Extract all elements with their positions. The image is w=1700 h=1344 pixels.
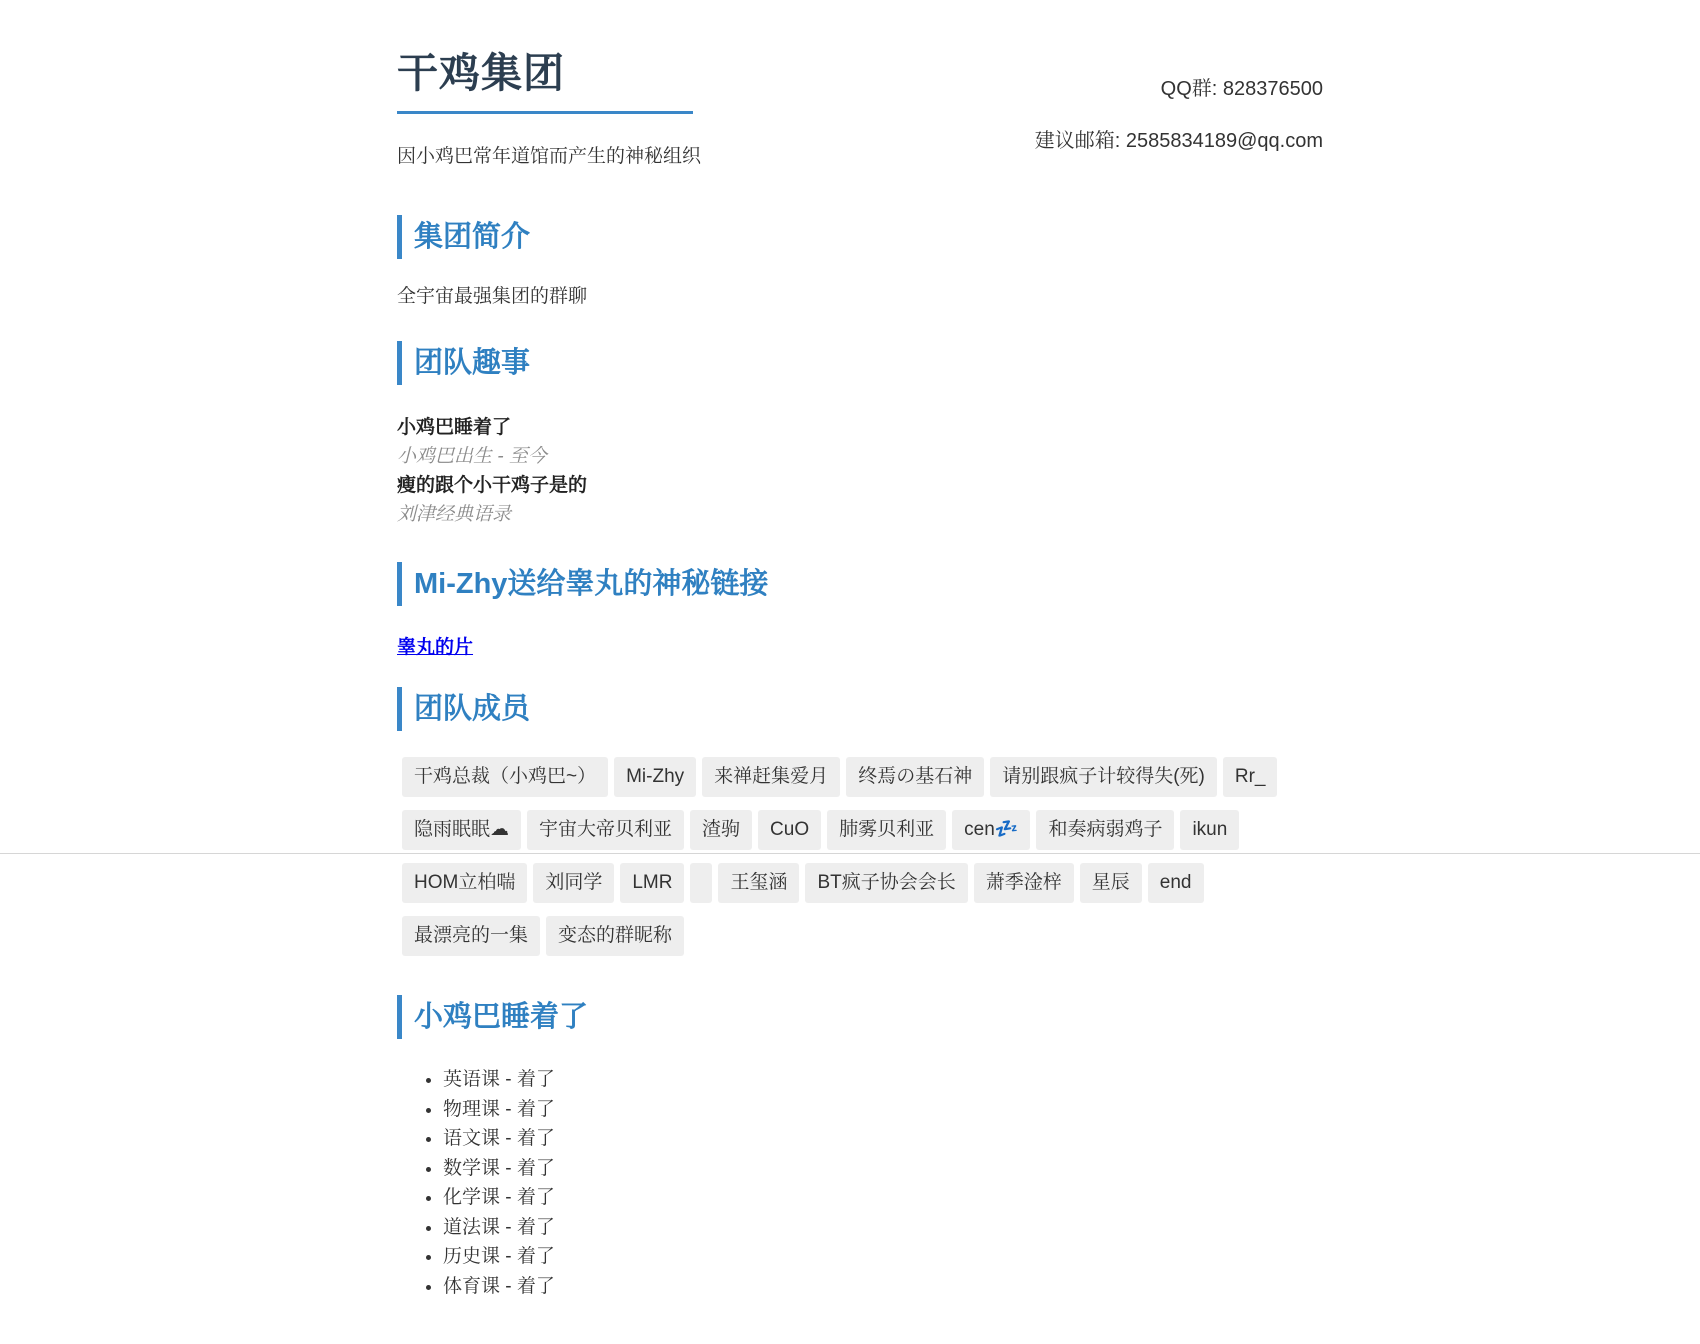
list-item: • 数学课 - 着了 [443,1154,1323,1184]
story-meta: 小鸡巴出生 - 至今 [397,446,547,467]
secret-link-heading: Mi-Zhy送给睾丸的神秘链接 [397,562,1323,606]
intro-heading: 集团简介 [397,215,1323,259]
course-list [397,1065,1323,1301]
story-meta: 刘津经典语录 [397,504,512,525]
member-tag: 宇宙大帝贝利亚 [527,810,684,850]
member-tag: 肺雾贝利亚 [827,810,946,850]
member-tag: ikun [1180,810,1239,850]
member-tag: cen💤 [952,810,1030,850]
qq-group: QQ群: 828376500 [1160,78,1323,100]
sleeping-section [397,995,1323,1301]
member-tag-empty [690,863,712,903]
member-tag: HOM立柏喘 [402,863,527,903]
site-tagline: 因小鸡巴常年道馆而产生的神秘组织 [397,146,702,168]
member-tag: Mi-Zhy [614,757,696,797]
member-tag: 和奏病弱鸡子 [1036,810,1174,850]
member-tag: 隐雨眠眠☁ [402,810,521,850]
secret-link[interactable]: 睾丸的片 [397,637,474,658]
stories-heading: 团队趣事 [397,341,1323,385]
member-tag: end [1148,863,1204,903]
list-item: • 体育课 - 着了 [443,1272,1323,1302]
brand-block [397,50,701,168]
member-tag: 萧季淦梓 [974,863,1074,903]
list-item: • 语文课 - 着了 [443,1124,1323,1154]
sleeping-heading: 小鸡巴睡着了 [397,995,1323,1039]
members-heading: 团队成员 [397,687,1323,731]
story-title: 瘦的跟个小干鸡子是的 [397,475,588,496]
member-tag: 终焉の基石神 [846,757,984,797]
page-container [397,0,1323,1301]
member-tag: 王玺涵 [718,863,799,903]
story-item [397,413,1323,471]
member-tag: 干鸡总裁（小鸡巴~） [402,757,608,797]
member-tag: 星辰 [1080,863,1142,903]
title-underline [397,111,693,114]
member-tag: CuO [758,810,821,850]
secret-link-section [397,562,1323,659]
member-tag: 请别跟疯子计较得失(死) [990,757,1217,797]
contact-email: 建议邮箱: 2585834189@qq.com [1034,130,1323,152]
member-tag-list [397,757,1302,969]
list-item: • 历史课 - 着了 [443,1242,1323,1272]
story-list [397,413,1323,529]
member-tag: BT疯子协会会长 [805,863,967,903]
intro-text: 全宇宙最强集团的群聊 [397,286,588,307]
list-item: • 化学课 - 着了 [443,1183,1323,1213]
story-item [397,471,1323,529]
stories-section [397,341,1323,529]
member-tag: 来禅赶集爱月 [702,757,840,797]
member-tag: 渣驹 [690,810,752,850]
member-tag: Rr_ [1223,757,1278,797]
list-item: • 物理课 - 着了 [443,1095,1323,1125]
page-header [397,0,1323,215]
members-section [397,687,1323,969]
member-tag: 最漂亮的一集 [402,916,540,956]
story-title: 小鸡巴睡着了 [397,417,512,438]
contact-info [1035,72,1323,176]
member-tag: 变态的群昵称 [546,916,684,956]
site-title: 干鸡集团 [397,50,565,96]
member-tag: 刘同学 [533,863,614,903]
member-tag: LMR [620,863,684,903]
list-item: • 英语课 - 着了 [443,1065,1323,1095]
intro-section [397,215,1323,310]
list-item: • 道法课 - 着了 [443,1213,1323,1243]
